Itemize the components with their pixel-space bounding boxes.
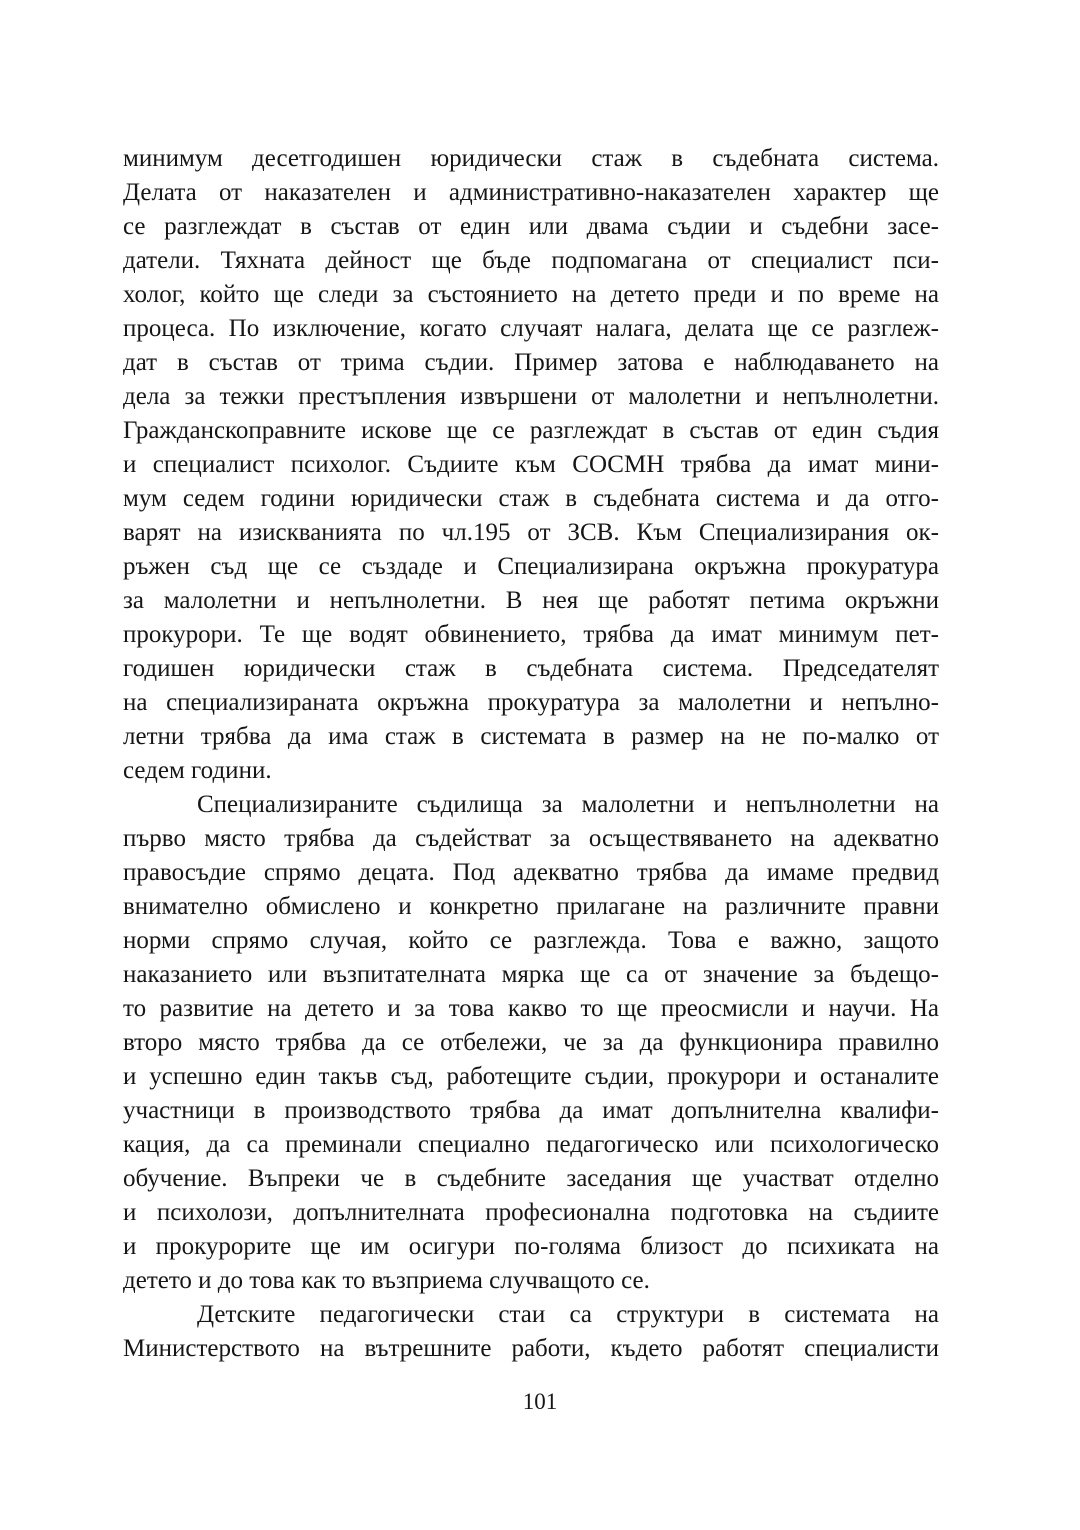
text-line-32: и психолози, допълнителната професионална подготовка на съдиите: [123, 1199, 939, 1226]
text-line-27: второ място трябва да се отбележи, че за да функционира правилно: [123, 1029, 939, 1056]
text-line-20: Специализираните съдилища за малолетни и непълнолетни на: [197, 791, 939, 818]
text-line-33: и прокурорите ще им осигури по-голяма близост до психиката на: [123, 1233, 939, 1260]
text-line-21: първо място трябва да съдействат за осъществяването на адекватно: [123, 825, 939, 852]
text-line-15: прокурори. Те ще водят обвинението, трябва да имат минимум пет-: [123, 621, 939, 648]
text-line-25: наказанието или възпитателната мярка ще са от значение за бъдещо-: [123, 961, 939, 988]
body-text: [123, 142, 939, 1366]
text-line-8: дела за тежки престъпления извършени от малолетни и непълнолетни.: [123, 383, 939, 410]
text-line-4: датели. Тяхната дейност ще бъде подпомагана от специалист пси-: [123, 247, 939, 274]
text-line-3: се разглеждат в състав от един или двама съдии и съдебни засе-: [123, 213, 939, 240]
text-line-9: Гражданскоправните искове ще се разглеждат в състав от един съдия: [123, 417, 939, 444]
text-line-17: на специализираната окръжна прокуратура за малолетни и непълно-: [123, 689, 939, 716]
text-line-19: седем години.: [123, 757, 272, 784]
text-line-26: то развитие на детето и за това какво то ще преосмисли и научи. На: [123, 995, 939, 1022]
text-line-34: детето и до това как то възприема случващото се.: [123, 1267, 650, 1294]
text-line-11: мум седем години юридически стаж в съдебната система и да отго-: [123, 485, 939, 512]
text-line-13: ръжен съд ще се създаде и Специализирана окръжна прокуратура: [123, 553, 939, 580]
text-line-18: летни трябва да има стаж в системата в размер на не по-малко от: [123, 723, 939, 750]
text-line-7: дат в състав от трима съдии. Пример затова е наблюдаването на: [123, 349, 939, 376]
text-line-12: варят на изискванията по чл.195 от ЗСВ. Към Специализирания ок-: [123, 519, 939, 546]
text-line-16: годишен юридически стаж в съдебната система. Председателят: [123, 655, 939, 682]
text-line-30: кация, да са преминали специално педагогическо или психологическо: [123, 1131, 939, 1158]
text-line-2: Делата от наказателен и административно-наказателен характер ще: [123, 179, 939, 206]
text-line-24: норми спрямо случая, който се разглежда. Това е важно, защото: [123, 927, 939, 954]
text-line-22: правосъдие спрямо децата. Под адекватно трябва да имаме предвид: [123, 859, 939, 886]
text-line-14: за малолетни и непълнолетни. В нея ще работят петима окръжни: [123, 587, 939, 614]
text-line-29: участници в производството трябва да имат допълнителна квалифи-: [123, 1097, 939, 1124]
text-line-1: минимум десетгодишен юридически стаж в съдебната система.: [123, 145, 939, 172]
text-line-10: и специалист психолог. Съдиите към СОСМН трябва да имат мини-: [123, 451, 939, 478]
text-line-36: Министерството на вътрешните работи, където работят специалисти: [123, 1335, 939, 1362]
text-line-35: Детските педагогически стаи са структури в системата на: [197, 1301, 939, 1328]
text-line-6: процеса. По изключение, когато случаят налага, делата ще се разглеж-: [123, 315, 939, 342]
text-line-31: обучение. Въпреки че в съдебните заседания ще участват отделно: [123, 1165, 939, 1192]
page-number: 101: [522, 1389, 558, 1414]
text-line-28: и успешно един такъв съд, работещите съдии, прокурори и останалите: [123, 1063, 939, 1090]
text-line-5: холог, който ще следи за състоянието на детето преди и по време на: [123, 281, 939, 308]
text-line-23: внимателно обмислено и конкретно прилагане на различните правни: [123, 893, 939, 920]
